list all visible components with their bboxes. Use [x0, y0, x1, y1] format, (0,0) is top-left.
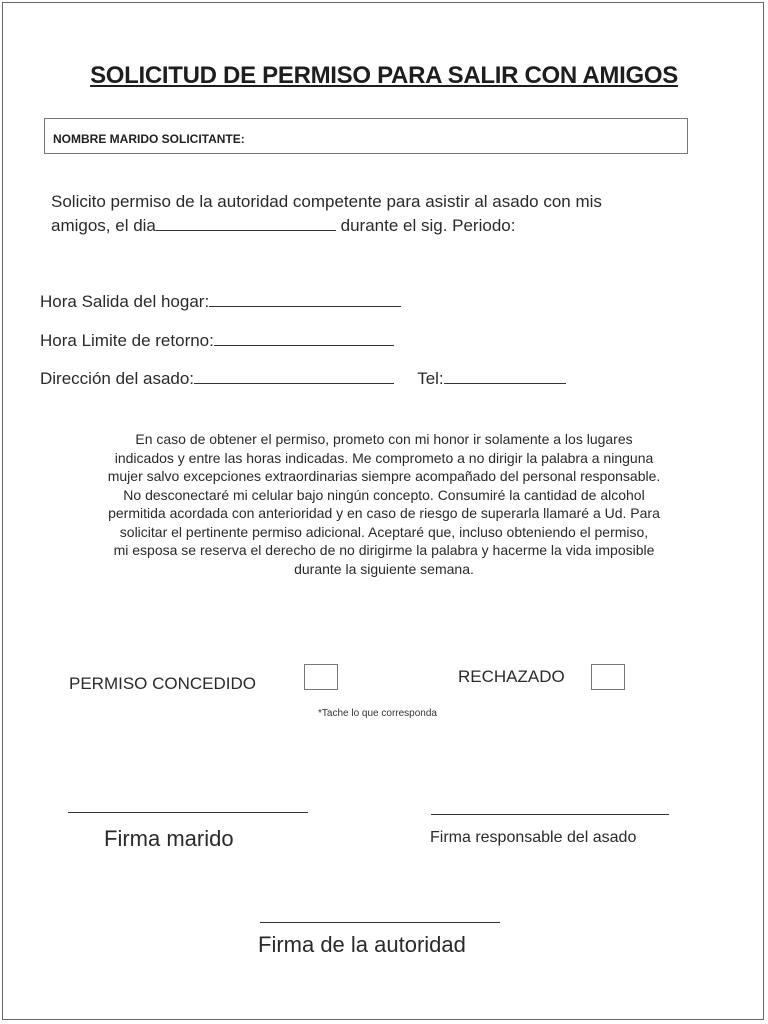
intro-line-2-end: durante el sig. Periodo: — [340, 216, 516, 235]
authority-signature-label: Firma de la autoridad — [258, 932, 466, 957]
granted-label: PERMISO CONCEDIDO — [69, 674, 257, 693]
commitment-line: durante la siguiente semana. — [294, 560, 474, 577]
date-blank[interactable] — [156, 214, 336, 231]
husband-signature-line[interactable] — [68, 812, 308, 813]
authority-signature-line[interactable] — [260, 922, 500, 923]
commitment-line: solicitar el pertinente permiso adicional. Aceptaré que, incluso obteniendo el permiso, — [119, 523, 649, 540]
commitment-line: mujer salvo excepciones extraordinarias siempre acompañado del personal responsable. — [107, 468, 661, 484]
rejected-label: RECHAZADO — [458, 667, 565, 686]
granted-checkbox[interactable] — [304, 664, 338, 690]
commitment-line: No desconectaré mi celular bajo ningún concepto. Consumiré la cantidad de alcohol — [123, 486, 645, 503]
responsible-signature-label: Firma responsable del asado — [430, 829, 637, 846]
husband-signature-label: Firma marido — [104, 826, 234, 851]
commitment-line: permitida acordada con anterioridad y en caso de riesgo de superarla llamaré a Ud. Para — [108, 505, 660, 521]
return-row — [40, 329, 394, 351]
return-blank[interactable] — [214, 329, 394, 346]
rejected-checkbox[interactable] — [591, 664, 625, 690]
phone-blank[interactable] — [444, 367, 566, 384]
husband-name-field[interactable] — [44, 118, 688, 154]
document-title: SOLICITUD DE PERMISO PARA SALIR CON AMIGOS — [90, 62, 678, 89]
intro-line-2 — [51, 214, 731, 238]
commitment-line: mi esposa se reserva el derecho de no dirigirme la palabra y hacerme la vida imposible — [113, 542, 655, 558]
commitment-line: indicados y entre las horas indicadas. Me comprometo a no dirigir la palabra a ninguna — [114, 449, 654, 466]
departure-blank[interactable] — [209, 290, 401, 307]
phone-label: Tel: — [417, 369, 444, 388]
address-label: Dirección del asado: — [40, 369, 195, 388]
address-blank[interactable] — [194, 367, 394, 384]
intro-text — [51, 190, 731, 238]
intro-line-2-start: amigos, el dia — [51, 216, 156, 235]
responsible-signature-line[interactable] — [431, 814, 669, 815]
commitment-line: En caso de obtener el permiso, prometo con mi honor ir solamente a los lugares — [135, 431, 633, 447]
husband-name-label: NOMBRE MARIDO SOLICITANTE: — [53, 132, 245, 146]
address-row — [40, 367, 566, 389]
departure-row — [40, 290, 401, 312]
return-label: Hora Limite de retorno: — [40, 331, 214, 350]
instruction-note: *Tache lo que corresponda — [318, 708, 437, 719]
commitment-paragraph — [30, 430, 738, 578]
intro-line-1: Solicito permiso de la autoridad competente para asistir al asado con mis — [51, 192, 602, 211]
departure-label: Hora Salida del hogar: — [40, 292, 210, 311]
